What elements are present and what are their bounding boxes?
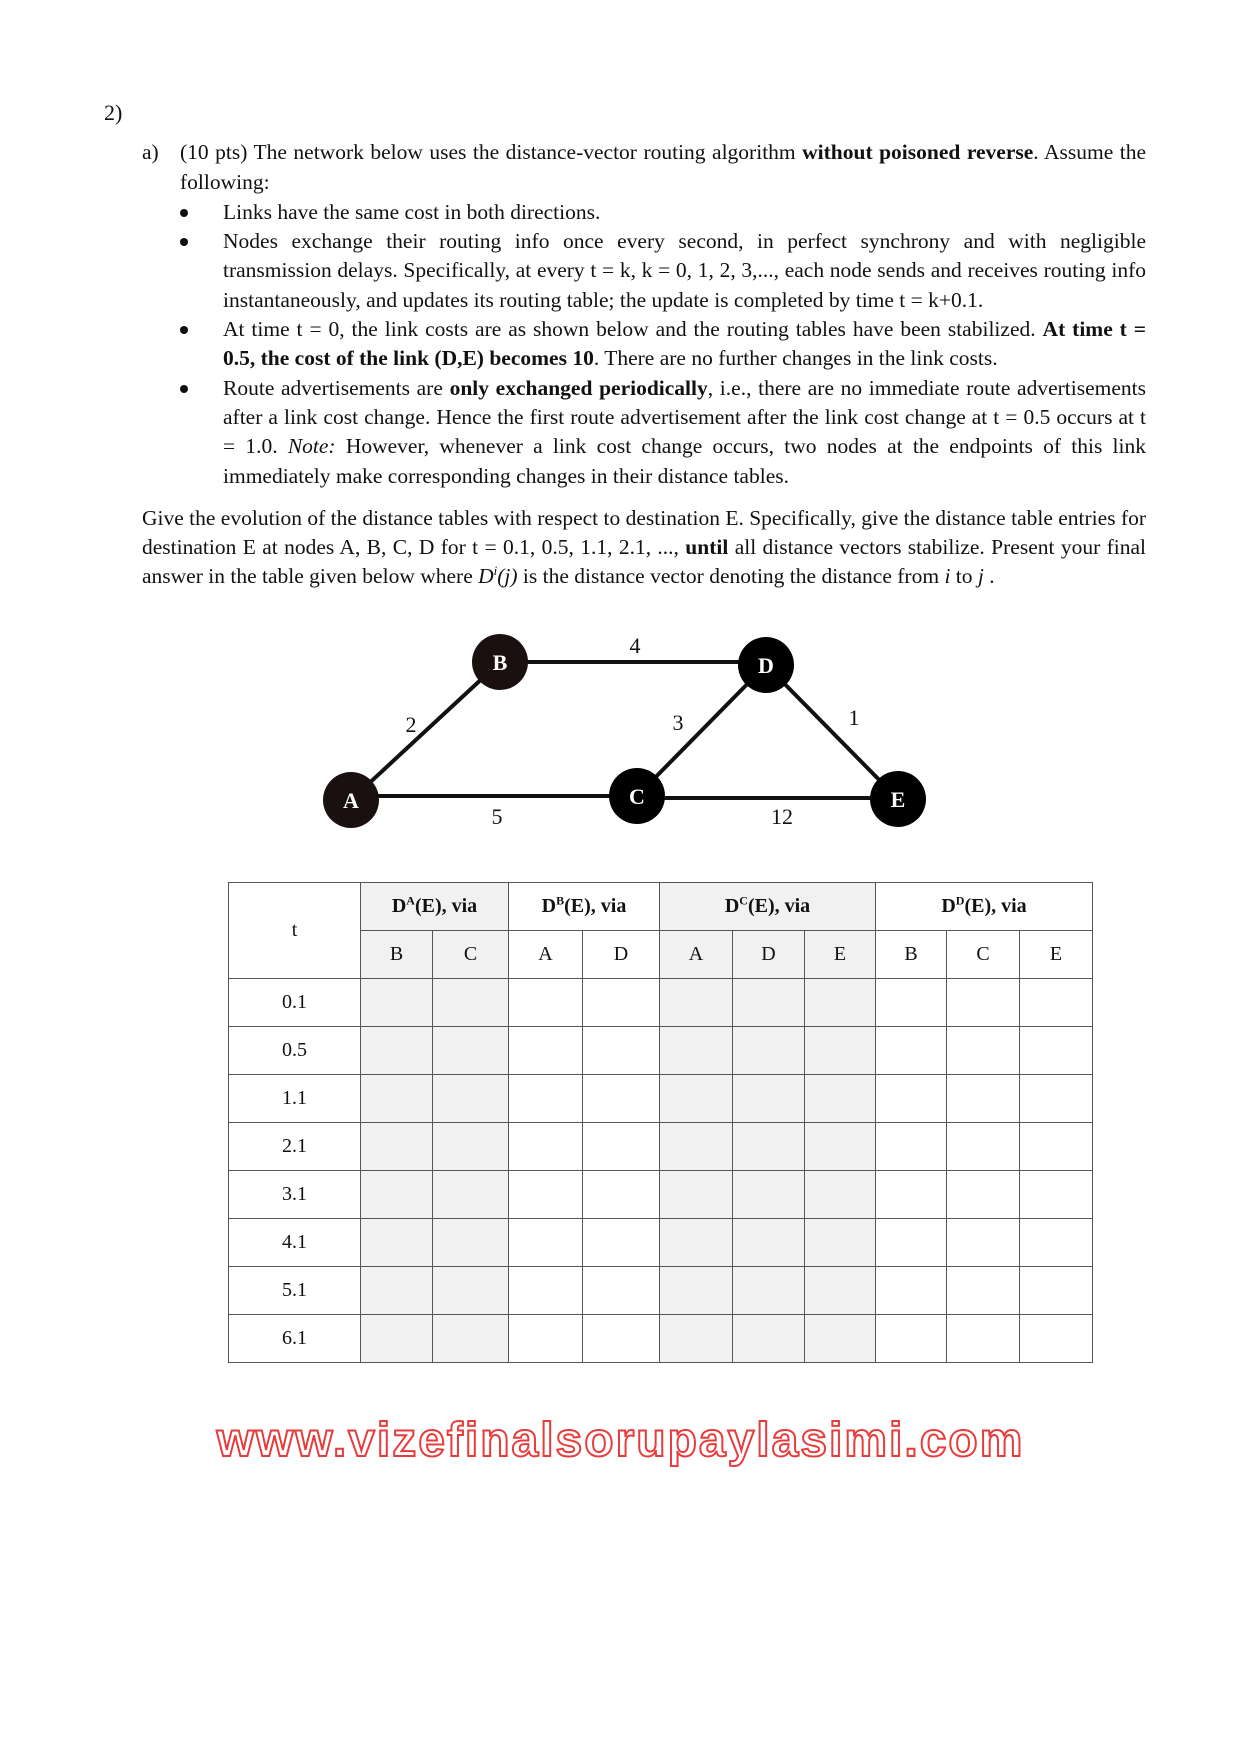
table-row xyxy=(229,1266,1093,1314)
answer-cell[interactable] xyxy=(660,978,733,1026)
via-header: A xyxy=(660,930,733,978)
answer-cell[interactable] xyxy=(361,978,433,1026)
answer-cell[interactable] xyxy=(947,1074,1020,1122)
answer-cell[interactable] xyxy=(947,1266,1020,1314)
answer-cell[interactable] xyxy=(876,1314,947,1362)
intro-text-end: . Assume the following: xyxy=(180,140,1146,194)
answer-cell[interactable] xyxy=(583,1314,660,1362)
part-a-label: a) xyxy=(142,140,159,165)
assumption-item xyxy=(180,315,1146,374)
answer-cell[interactable] xyxy=(660,1074,733,1122)
answer-cell[interactable] xyxy=(509,1266,583,1314)
text: At time t = 0, the link costs are as shown below and the routing tables have been stabilized. xyxy=(223,317,1043,342)
answer-cell[interactable] xyxy=(660,1026,733,1074)
part-a xyxy=(142,138,1146,491)
answer-cell[interactable] xyxy=(1020,1026,1093,1074)
var-j: j xyxy=(977,564,984,589)
answer-cell[interactable] xyxy=(947,1314,1020,1362)
answer-cell[interactable] xyxy=(733,1170,805,1218)
group-header-c: $D^C(E)$, via xyxy=(660,882,876,930)
answer-cell[interactable] xyxy=(1020,1266,1093,1314)
table-body xyxy=(229,978,1093,1362)
group-header-b: $D^B(E)$, via xyxy=(509,882,660,930)
text: Give the evolution of the distance tables with respect to destination E. Specifically, give the distance table entries for destination E at nodes A, B, C, D for t = 0.1, 0.5, 1.1, 2.1, ..., xyxy=(142,505,1147,560)
answer-cell[interactable] xyxy=(876,978,947,1026)
text: all distance vectors stabilize. Present your final answer in the table given below where xyxy=(142,535,1146,589)
edge-d-e xyxy=(766,665,898,799)
answer-cell[interactable] xyxy=(583,978,660,1026)
answer-cell[interactable] xyxy=(1020,1218,1093,1266)
group-header-a: $D^A(E)$, via xyxy=(361,882,509,930)
answer-cell[interactable] xyxy=(583,1074,660,1122)
text: to xyxy=(950,564,978,589)
t-value: 5.1 xyxy=(229,1266,361,1314)
answer-cell[interactable] xyxy=(876,1266,947,1314)
answer-cell[interactable] xyxy=(509,1122,583,1170)
assumption-item: Links have the same cost in both directions. xyxy=(180,198,1146,227)
answer-cell[interactable] xyxy=(947,978,1020,1026)
answer-cell[interactable] xyxy=(1020,1074,1093,1122)
via-header: E xyxy=(805,930,876,978)
answer-cell[interactable] xyxy=(805,1266,876,1314)
watermark: www.vizefinalsorupaylasimi.com xyxy=(216,1413,1025,1467)
edge-a-b xyxy=(351,662,500,800)
text: However, whenever a link cost change occurs, two nodes at the endpoints of this link immediately make corresponding changes in their distance tables. xyxy=(223,434,1146,488)
answer-cell[interactable] xyxy=(876,1074,947,1122)
via-header: B xyxy=(361,930,433,978)
answer-cell[interactable] xyxy=(361,1218,433,1266)
assumption-item xyxy=(180,374,1146,491)
node-label: D xyxy=(758,652,774,678)
assumption-item: Nodes exchange their routing info once every second, in perfect synchrony and with negligible transmission delays. Specifically, at every t = k, k = 0, 1, 2, 3,..., each node sends and receives routing info instantaneously, and updates its routing table; the update is completed by time t = k+0.1. xyxy=(180,227,1146,315)
via-header: D xyxy=(583,930,660,978)
text: , i.e., there are no immediate route advertisements after a link cost change. Hence the first route advertisement after the link cost change at t = 0.5 occurs at t = 1.0. xyxy=(223,375,1147,459)
via-header: B xyxy=(876,930,947,978)
text: . xyxy=(983,564,995,589)
answer-cell[interactable] xyxy=(1020,1314,1093,1362)
t-header: t xyxy=(229,882,361,978)
answer-cell[interactable] xyxy=(947,1122,1020,1170)
answer-cell[interactable] xyxy=(361,1170,433,1218)
assumption-list xyxy=(180,198,1146,491)
answer-cell[interactable] xyxy=(583,1218,660,1266)
answer-cell[interactable] xyxy=(361,1074,433,1122)
answer-cell[interactable] xyxy=(509,1170,583,1218)
answer-cell[interactable] xyxy=(1020,1122,1093,1170)
answer-cell[interactable] xyxy=(733,1266,805,1314)
italic-text: Note: xyxy=(287,434,336,459)
answer-cell[interactable] xyxy=(361,1314,433,1362)
answer-cell[interactable] xyxy=(947,1218,1020,1266)
via-header: A xyxy=(509,930,583,978)
answer-cell[interactable] xyxy=(805,1218,876,1266)
answer-cell[interactable] xyxy=(876,1218,947,1266)
answer-cell[interactable] xyxy=(433,1026,509,1074)
math-d: $D^i(j)$ xyxy=(478,564,518,589)
node-label: B xyxy=(492,649,508,675)
answer-cell[interactable] xyxy=(1020,978,1093,1026)
part-a-intro xyxy=(180,138,1146,197)
answer-cell[interactable] xyxy=(433,1218,509,1266)
instructions xyxy=(142,504,1146,592)
node-label: A xyxy=(343,787,359,813)
answer-cell[interactable] xyxy=(583,1026,660,1074)
answer-cell[interactable] xyxy=(583,1122,660,1170)
answer-cell[interactable] xyxy=(361,1026,433,1074)
table-row xyxy=(229,1026,1093,1074)
group-header-d: $D^D(E)$, via xyxy=(876,882,1093,930)
intro-text: (10 pts) The network below uses the distance-vector routing algorithm xyxy=(180,140,803,165)
table-row xyxy=(229,1170,1093,1218)
via-header: C xyxy=(433,930,509,978)
edge-label: 12 xyxy=(771,803,793,829)
answer-cell[interactable] xyxy=(805,1074,876,1122)
answer-cell[interactable] xyxy=(805,978,876,1026)
text: is the distance vector denoting the distance from xyxy=(517,564,945,589)
t-value: 4.1 xyxy=(229,1218,361,1266)
answer-cell[interactable] xyxy=(509,1314,583,1362)
via-header: C xyxy=(947,930,1020,978)
answer-cell[interactable] xyxy=(433,1170,509,1218)
table-row xyxy=(229,978,1093,1026)
edge-label: 5 xyxy=(491,803,503,829)
answer-cell[interactable] xyxy=(805,1122,876,1170)
answer-cell[interactable] xyxy=(433,1314,509,1362)
answer-cell[interactable] xyxy=(433,978,509,1026)
answer-cell[interactable] xyxy=(361,1122,433,1170)
t-value: 1.1 xyxy=(229,1074,361,1122)
node-label: E xyxy=(890,786,906,812)
answer-cell[interactable] xyxy=(733,1218,805,1266)
edge-label: 4 xyxy=(629,632,641,658)
answer-cell[interactable] xyxy=(509,1026,583,1074)
answer-cell[interactable] xyxy=(805,1170,876,1218)
answer-cell[interactable] xyxy=(660,1170,733,1218)
answer-cell[interactable] xyxy=(876,1026,947,1074)
t-value: 6.1 xyxy=(229,1314,361,1362)
answer-cell[interactable] xyxy=(733,978,805,1026)
bold-text: until xyxy=(685,535,729,560)
var-i: i xyxy=(944,564,951,589)
answer-cell[interactable] xyxy=(1020,1170,1093,1218)
t-value: 3.1 xyxy=(229,1170,361,1218)
intro-bold: without poisoned reverse xyxy=(802,140,1034,165)
answer-cell[interactable] xyxy=(876,1122,947,1170)
text: . There are no further changes in the link costs. xyxy=(593,346,998,371)
table-row xyxy=(229,1074,1093,1122)
answer-cell[interactable] xyxy=(947,1026,1020,1074)
answer-cell[interactable] xyxy=(509,978,583,1026)
via-header: E xyxy=(1020,930,1093,978)
answer-cell[interactable] xyxy=(660,1122,733,1170)
t-value: 2.1 xyxy=(229,1122,361,1170)
table-row xyxy=(229,1122,1093,1170)
answer-cell[interactable] xyxy=(660,1218,733,1266)
table-row xyxy=(229,1314,1093,1362)
t-value: 0.5 xyxy=(229,1026,361,1074)
question-number: 2) xyxy=(104,100,123,125)
answer-cell[interactable] xyxy=(805,1026,876,1074)
answer-cell[interactable] xyxy=(583,1170,660,1218)
answer-cell[interactable] xyxy=(733,1314,805,1362)
answer-cell[interactable] xyxy=(876,1170,947,1218)
answer-cell[interactable] xyxy=(805,1314,876,1362)
answer-cell[interactable] xyxy=(660,1314,733,1362)
text: Route advertisements are xyxy=(223,375,450,400)
answer-cell[interactable] xyxy=(733,1122,805,1170)
answer-cell[interactable] xyxy=(583,1266,660,1314)
answer-cell[interactable] xyxy=(433,1122,509,1170)
answer-cell[interactable] xyxy=(733,1074,805,1122)
answer-cell[interactable] xyxy=(509,1074,583,1122)
edge-label: 2 xyxy=(405,711,417,737)
edge-label: 3 xyxy=(672,709,684,735)
edge-label: 1 xyxy=(848,704,860,730)
bold-text: At time t = 0.5, the cost of the link (D,E) becomes 10 xyxy=(223,317,1146,371)
node-label: C xyxy=(629,783,645,809)
answer-cell[interactable] xyxy=(433,1074,509,1122)
bold-text: only exchanged periodically xyxy=(449,375,708,400)
via-header: D xyxy=(733,930,805,978)
network-graph xyxy=(0,628,1241,848)
answer-cell[interactable] xyxy=(509,1218,583,1266)
t-value: 0.1 xyxy=(229,978,361,1026)
answer-cell[interactable] xyxy=(433,1266,509,1314)
answer-cell[interactable] xyxy=(660,1266,733,1314)
answer-cell[interactable] xyxy=(361,1266,433,1314)
answer-cell[interactable] xyxy=(733,1026,805,1074)
table-row xyxy=(229,1218,1093,1266)
answer-cell[interactable] xyxy=(947,1170,1020,1218)
distance-table xyxy=(228,882,1093,1363)
